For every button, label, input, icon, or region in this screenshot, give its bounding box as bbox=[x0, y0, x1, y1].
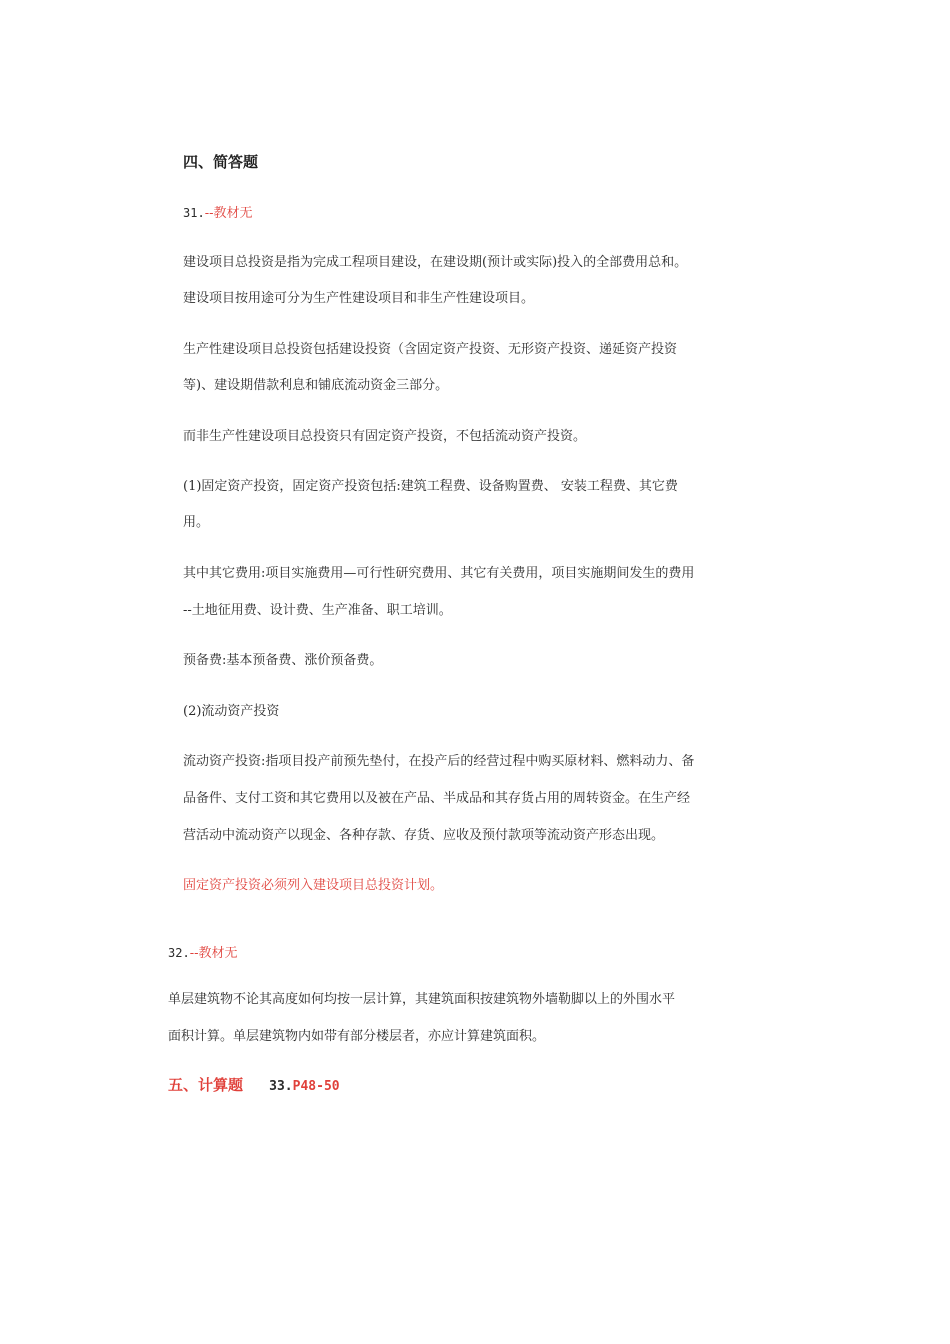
paragraph-line: 营活动中流动资产以现金、各种存款、存货、应收及预付款项等流动资产形态出现。 bbox=[183, 828, 665, 843]
question-33-number: 33. bbox=[269, 1079, 293, 1094]
paragraph-line: 单层建筑物不论其高度如何均按一层计算，其建筑面积按建筑物外墙勒脚以上的外围水平 bbox=[168, 992, 676, 1007]
question-number: 31. bbox=[183, 206, 205, 220]
section-5-heading: 五、计算题 bbox=[168, 1076, 244, 1094]
paragraph-line: 流动资产投资:指项目投产前预先垫付，在投产后的经营过程中购买原材料、燃料动力、备 bbox=[183, 754, 695, 769]
question-31-label bbox=[183, 204, 252, 223]
paragraph-line: 生产性建设项目总投资包括建设投资（含固定资产投资、无形资产投资、递延资产投资 bbox=[183, 342, 678, 357]
paragraph-line: --土地征用费、设计费、生产准备、职工培训。 bbox=[183, 603, 452, 618]
paragraph-line: 用。 bbox=[183, 515, 210, 530]
paragraph-line: (1)固定资产投资，固定资产投资包括:建筑工程费、设备购置费、 安装工程费、其它费 bbox=[183, 479, 678, 494]
paragraph-line: 而非生产性建设项目总投资只有固定资产投资，不包括流动资产投资。 bbox=[183, 429, 587, 444]
highlight-note: 固定资产投资必须列入建设项目总投资计划。 bbox=[183, 878, 444, 893]
paragraph-line: (2)流动资产投资 bbox=[183, 704, 280, 719]
paragraph-line: 品备件、支付工资和其它费用以及被在产品、半成品和其存货占用的周转资金。在生产经 bbox=[183, 791, 691, 806]
paragraph-line: 面积计算。单层建筑物内如带有部分楼层者，亦应计算建筑面积。 bbox=[168, 1029, 546, 1044]
paragraph-line: 等)、建设期借款利息和铺底流动资金三部分。 bbox=[183, 378, 449, 393]
paragraph-line: 建设项目总投资是指为完成工程项目建设，在建设期(预计或实际)投入的全部费用总和。 bbox=[183, 255, 688, 270]
paragraph-line: 预备费:基本预备费、涨价预备费。 bbox=[183, 653, 383, 668]
section-5-heading-row bbox=[168, 1076, 340, 1096]
section-4-heading: 四、简答题 bbox=[183, 153, 259, 171]
question-32-label bbox=[168, 944, 237, 963]
question-33-page-ref: P48-50 bbox=[292, 1079, 340, 1094]
question-number: 32. bbox=[168, 946, 190, 960]
paragraph-line: 建设项目按用途可分为生产性建设项目和非生产性建设项目。 bbox=[183, 291, 535, 306]
question-note: --教材无 bbox=[189, 946, 238, 961]
paragraph-line: 其中其它费用:项目实施费用—可行性研究费用、其它有关费用，项目实施期间发生的费用 bbox=[183, 566, 695, 581]
question-note: --教材无 bbox=[204, 206, 253, 221]
